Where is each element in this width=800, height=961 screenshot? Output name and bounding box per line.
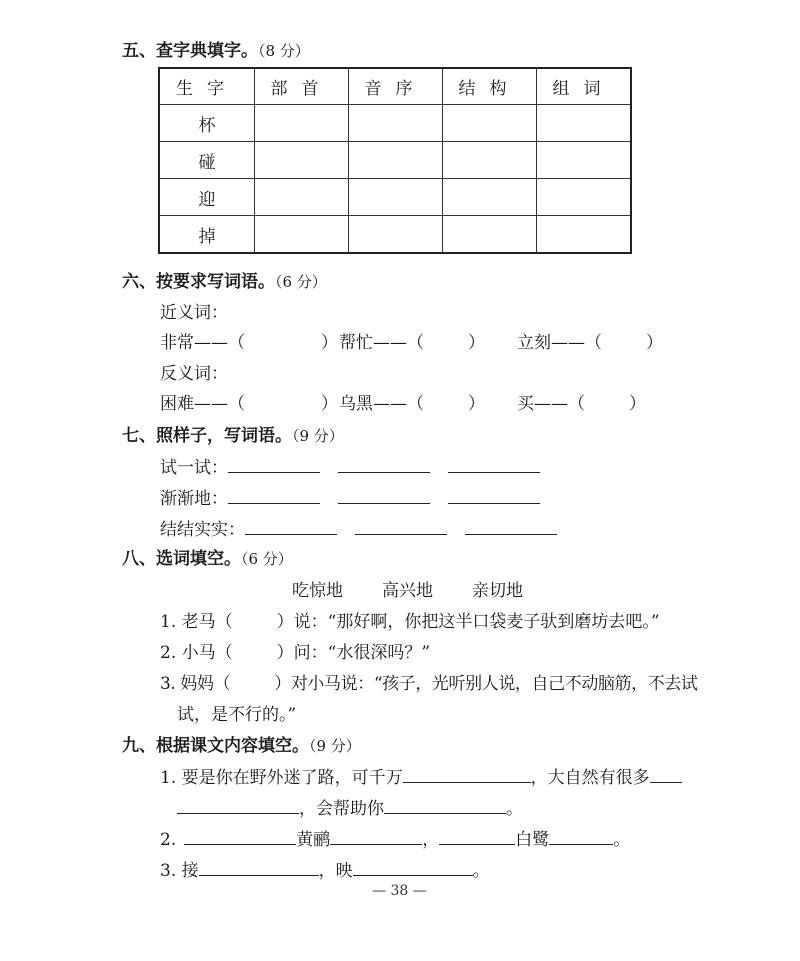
page-number: — 38 — xyxy=(372,883,427,899)
section-7-score: （9 分） xyxy=(292,427,344,445)
fill-question-3-continued: 试，是不行的。” xyxy=(177,705,297,725)
synonym-word: 非常—— xyxy=(160,333,228,353)
pattern-row xyxy=(160,453,540,478)
answer-line[interactable] xyxy=(465,516,557,535)
answer-cell[interactable] xyxy=(349,179,443,216)
recall-text: 黄鹂 xyxy=(296,830,331,850)
answer-cell[interactable] xyxy=(349,142,443,179)
answer-line[interactable] xyxy=(228,454,320,473)
table-row xyxy=(159,105,631,142)
synonym-item xyxy=(160,328,338,353)
fill-question-3 xyxy=(160,669,698,694)
fill-question-2 xyxy=(160,638,430,663)
answer-line[interactable] xyxy=(355,516,447,535)
section-5-score: （8 分） xyxy=(258,42,310,60)
answer-cell[interactable] xyxy=(443,179,537,216)
recall-text: 1. 要是你在野外迷了路，可千万 xyxy=(160,768,403,788)
recall-line-1-continued xyxy=(177,794,523,819)
recall-text: 。 xyxy=(613,830,631,850)
answer-line[interactable] xyxy=(353,857,473,876)
answer-cell[interactable] xyxy=(443,142,537,179)
recall-text: 3. 接 xyxy=(160,861,199,881)
recall-line-3 xyxy=(160,856,490,881)
antonym-word: 买—— xyxy=(517,394,568,414)
antonym-word: 乌黑—— xyxy=(339,394,407,414)
section-8-score: （6 分） xyxy=(241,550,293,568)
char-cell: 杯 xyxy=(159,105,255,142)
question-text: ）说：“那好啊，你把这半口袋麦子驮到磨坊去吧。” xyxy=(276,612,660,632)
section-6-score: （6 分） xyxy=(275,273,327,291)
synonym-item xyxy=(517,328,663,353)
word-choice: 吃惊地 xyxy=(292,581,343,601)
dictionary-table xyxy=(158,67,632,254)
pattern-row xyxy=(160,484,540,509)
section-9-title xyxy=(122,731,361,756)
antonym-item xyxy=(339,389,485,414)
answer-line[interactable] xyxy=(549,826,613,845)
section-5-title xyxy=(122,36,310,61)
question-text: ）问：“水很深吗？” xyxy=(276,643,431,663)
header-cell: 部首 xyxy=(255,68,349,105)
open-paren: （ xyxy=(407,333,424,353)
answer-cell[interactable] xyxy=(537,142,632,179)
answer-line[interactable] xyxy=(403,764,531,783)
open-paren: （ xyxy=(228,394,245,414)
section-6-heading: 六、按要求写词语。 xyxy=(122,272,275,292)
answer-line[interactable] xyxy=(448,454,540,473)
answer-cell[interactable] xyxy=(255,216,349,254)
antonym-item xyxy=(160,389,338,414)
section-8-title xyxy=(122,544,293,569)
answer-cell[interactable] xyxy=(537,179,632,216)
question-prefix: 2. 小马（ xyxy=(160,643,233,663)
open-paren: （ xyxy=(568,394,585,414)
answer-line[interactable] xyxy=(177,795,299,814)
antonym-word: 困难—— xyxy=(160,394,228,414)
section-7-title xyxy=(122,421,344,446)
answer-line[interactable] xyxy=(245,516,337,535)
section-7-heading: 七、照样子，写词语。 xyxy=(122,426,292,446)
section-6-title xyxy=(122,267,327,292)
answer-cell[interactable] xyxy=(349,105,443,142)
answer-line[interactable] xyxy=(448,485,540,504)
recall-text: ，会帮助你 xyxy=(299,799,384,819)
recall-text: ，大自然有很多 xyxy=(530,768,650,788)
section-9-heading: 九、根据课文内容填空。 xyxy=(122,736,309,756)
synonym-item xyxy=(339,328,485,353)
section-8-heading: 八、选词填空。 xyxy=(122,549,241,569)
section-9-score: （9 分） xyxy=(309,737,361,755)
answer-cell[interactable] xyxy=(255,105,349,142)
answer-cell[interactable] xyxy=(537,216,632,254)
answer-cell[interactable] xyxy=(443,105,537,142)
answer-cell[interactable] xyxy=(255,179,349,216)
synonym-word: 立刻—— xyxy=(517,333,585,353)
recall-text: 2. xyxy=(160,830,177,850)
answer-line[interactable] xyxy=(338,485,430,504)
antonym-label: 反义词： xyxy=(160,364,228,384)
pattern-label: 结结实实： xyxy=(160,520,245,540)
open-paren: （ xyxy=(585,333,602,353)
recall-text: 。 xyxy=(506,799,523,819)
answer-line[interactable] xyxy=(650,764,682,783)
close-paren: ） xyxy=(321,394,338,414)
question-prefix: 3. 妈妈（ xyxy=(160,674,231,694)
answer-line[interactable] xyxy=(439,826,515,845)
question-text: ）对小马说：“孩子，光听别人说，自己不动脑筋，不去试 xyxy=(274,674,698,694)
table-row xyxy=(159,142,631,179)
header-cell: 组词 xyxy=(537,68,632,105)
pattern-label: 渐渐地： xyxy=(160,489,228,509)
header-cell: 结构 xyxy=(443,68,537,105)
answer-cell[interactable] xyxy=(255,142,349,179)
table-header-row xyxy=(159,68,631,105)
recall-text: 白鹭 xyxy=(515,830,550,850)
recall-text: ，映 xyxy=(318,861,353,881)
word-choice: 亲切地 xyxy=(472,581,523,601)
char-cell: 碰 xyxy=(159,142,255,179)
fill-question-1 xyxy=(160,607,660,632)
question-prefix: 1. 老马（ xyxy=(160,612,233,632)
section-5-heading: 五、查字典填字。 xyxy=(122,41,258,61)
pattern-row xyxy=(160,515,557,540)
header-cell: 生字 xyxy=(159,68,255,105)
answer-cell[interactable] xyxy=(443,216,537,254)
synonym-word: 帮忙—— xyxy=(339,333,407,353)
answer-line[interactable] xyxy=(228,485,320,504)
recall-text: ， xyxy=(422,830,440,850)
open-paren: （ xyxy=(407,394,424,414)
table-row xyxy=(159,216,631,254)
answer-line[interactable] xyxy=(330,826,422,845)
char-cell: 掉 xyxy=(159,216,255,254)
close-paren: ） xyxy=(321,333,338,353)
close-paren: ） xyxy=(468,333,485,353)
recall-text: 。 xyxy=(472,861,490,881)
answer-line[interactable] xyxy=(199,857,319,876)
answer-cell[interactable] xyxy=(537,105,632,142)
answer-cell[interactable] xyxy=(349,216,443,254)
answer-line[interactable] xyxy=(184,826,296,845)
answer-line[interactable] xyxy=(338,454,430,473)
close-paren: ） xyxy=(629,394,646,414)
close-paren: ） xyxy=(646,333,663,353)
synonym-label: 近义词： xyxy=(160,303,228,323)
word-choice: 高兴地 xyxy=(382,581,433,601)
recall-line-2 xyxy=(160,825,630,850)
table-row xyxy=(159,179,631,216)
answer-line[interactable] xyxy=(384,795,506,814)
open-paren: （ xyxy=(228,333,245,353)
pattern-label: 试一试： xyxy=(160,458,228,478)
char-cell: 迎 xyxy=(159,179,255,216)
close-paren: ） xyxy=(468,394,485,414)
antonym-item xyxy=(517,389,646,414)
recall-line-1 xyxy=(160,763,682,788)
header-cell: 音序 xyxy=(349,68,443,105)
